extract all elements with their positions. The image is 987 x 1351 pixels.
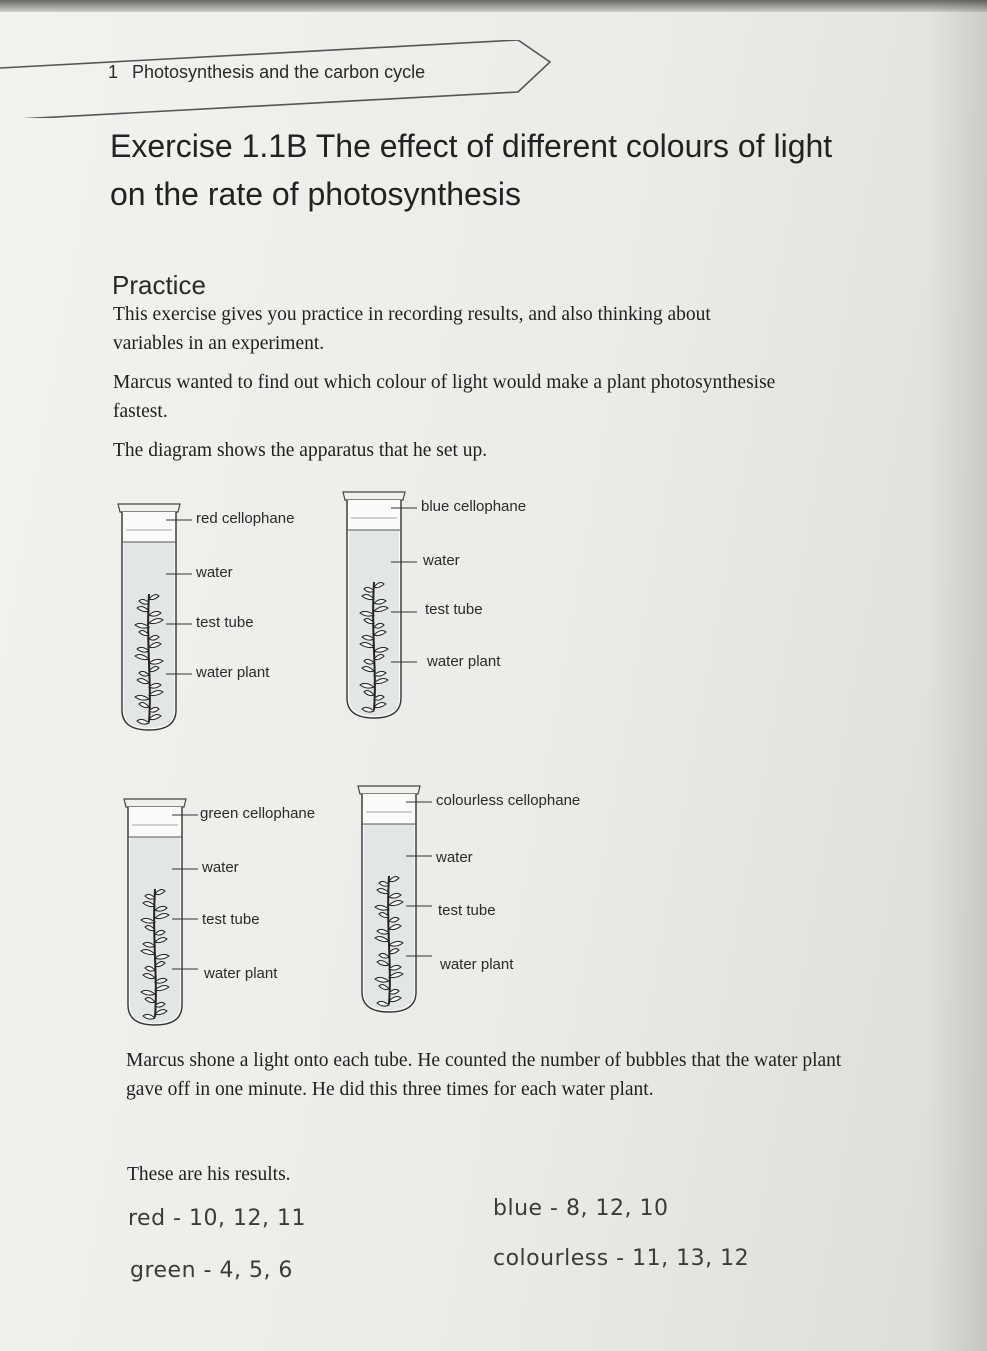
label-cellophane: red cellophane (196, 510, 295, 527)
apparatus-diagram-colourless (350, 772, 630, 1037)
label-test-tube: test tube (438, 902, 496, 919)
result-red: red - 10, 12, 11 (128, 1206, 306, 1231)
chapter-title: Photosynthesis and the carbon cycle (132, 62, 426, 82)
label-water: water (423, 552, 460, 569)
label-cellophane: blue cellophane (421, 498, 527, 515)
label-test-tube: test tube (196, 614, 254, 631)
exercise-title: Exercise 1.1B The effect of different colours of light on the rate of photosynthesis (110, 128, 833, 212)
intro-paragraph-3: The diagram shows the apparatus that he set up. (113, 440, 488, 461)
result-colourless: colourless - 11, 13, 12 (493, 1246, 750, 1271)
label-cellophane: colourless cellophane (436, 792, 581, 809)
label-water-plant: water plant (440, 956, 514, 973)
label-water-plant: water plant (427, 653, 501, 670)
label-water-plant: water plant (204, 965, 278, 982)
apparatus-diagram-red (110, 490, 360, 750)
apparatus-diagram-blue (335, 478, 595, 738)
label-water-plant: water plant (196, 664, 270, 681)
chapter-number: 1 (108, 62, 119, 82)
intro-paragraph-2: Marcus wanted to find out which colour of light would make a plant photosynthesise fastest. (113, 372, 776, 422)
label-water: water (196, 564, 233, 581)
method-paragraph: Marcus shone a light onto each tube. He counted the number of bubbles that the water plant gave off in one minute. He did this three times for each water plant. (126, 1050, 842, 1100)
label-test-tube: test tube (425, 601, 483, 618)
chapter-heading (108, 62, 425, 83)
apparatus-diagram-green (116, 785, 366, 1050)
page-edge-shadow (927, 0, 987, 1351)
result-green: green - 4, 5, 6 (130, 1258, 293, 1283)
label-cellophane: green cellophane (200, 805, 316, 822)
page-top-edge (0, 0, 987, 12)
label-water: water (202, 859, 239, 876)
intro-paragraph-1: This exercise gives you practice in recording results, and also thinking about variables in an experiment. (113, 304, 711, 354)
label-water: water (436, 849, 473, 866)
label-test-tube: test tube (202, 911, 260, 928)
result-blue: blue - 8, 12, 10 (493, 1196, 669, 1221)
section-heading: Practice (112, 270, 206, 300)
results-intro: These are his results. (127, 1164, 291, 1185)
